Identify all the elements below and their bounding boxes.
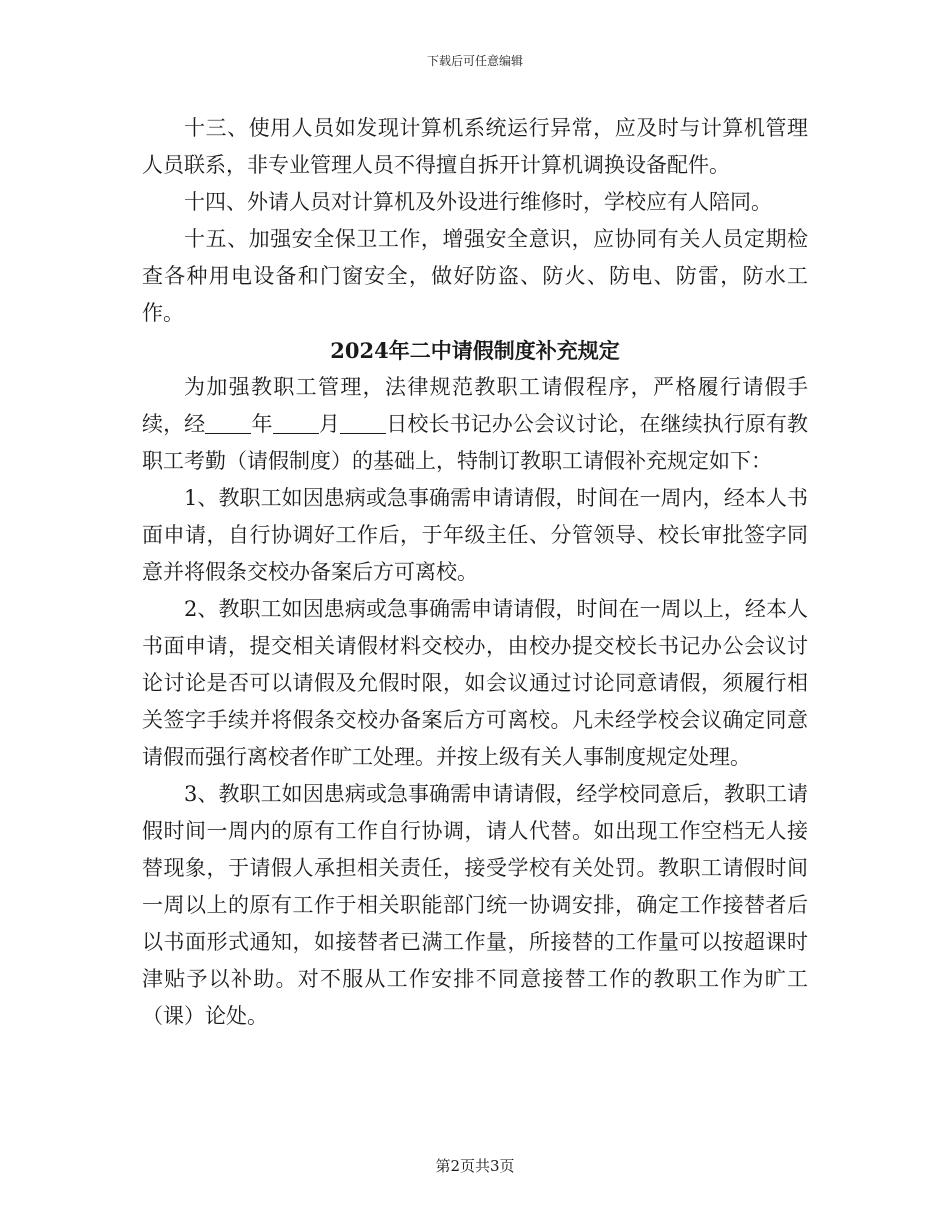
rule-3: 3、教职工如因患病或急事确需申请请假，经学校同意后，教职工请假时间一周内的原有工作自行协调，请人代替。如出现工作空档无人接替现象，于请假人承担相关责任，接受学校有关处罚。教职工请假时间一周以上的原有工作于相关职能部门统一协调安排，确定工作接替者后以书面形式通知，如接替者已满工作量，所接替的工作量可以按超课时津贴予以补助。对不服从工作安排不同意接替工作的教职工作为旷工（课）论处。 xyxy=(142,782,808,1028)
page-header: 下载后可任意编辑 xyxy=(426,54,523,68)
document-body xyxy=(142,110,808,1035)
intro-text-4: 日校长书记办公会议讨论，在继续执行原有教职工考勤（请假制度）的基础上，特制订教职工请假补充规定如下： xyxy=(142,412,809,473)
paragraph-13: 十三、使用人员如发现计算机系统运行异常，应及时与计算机管理人员联系，非专业管理人员不得擅自拆开计算机调换设备配件。 xyxy=(142,116,808,177)
rule-2: 2、教职工如因患病或急事确需申请请假，时间在一周以上，经本人书面申请，提交相关请假材料交校办，由校办提交校长书记办公会议讨论讨论是否可以请假及允假时限，如会议通过讨论同意请假，须履行相关签字手续并将假条交校办备案后方可离校。凡未经学校会议确定同意请假而强行离校者作旷工处理。并按上级有关人事制度规定处理。 xyxy=(142,597,808,769)
intro-paragraph xyxy=(142,369,808,480)
paragraph-14: 十四、外请人员对计算机及外设进行维修时，学校应有人陪同。 xyxy=(184,190,772,214)
intro-text-1: 为加强教职工管理，法律规范教职工请假程序，严格履行请假手续，经 xyxy=(142,375,808,436)
intro-text-3: 月 xyxy=(318,412,341,436)
day-blank xyxy=(340,412,386,434)
section-title: 2024年二中请假制度补充规定 xyxy=(330,338,620,363)
intro-text-2: 年 xyxy=(251,412,273,436)
rule-1: 1、教职工如因患病或急事确需申请请假，时间在一周内，经本人书面申请，自行协调好工作后，于年级主任、分管领导、校长审批签字同意并将假条交校办备案后方可离校。 xyxy=(142,486,808,584)
month-blank xyxy=(273,412,319,434)
year-blank xyxy=(205,412,251,434)
page-footer: 第2页共3页 xyxy=(435,1157,515,1175)
paragraph-15: 十五、加强安全保卫工作，增强安全意识，应协同有关人员定期检查各种用电设备和门窗安全，做好防盗、防火、防电、防雷，防水工作。 xyxy=(142,227,808,325)
